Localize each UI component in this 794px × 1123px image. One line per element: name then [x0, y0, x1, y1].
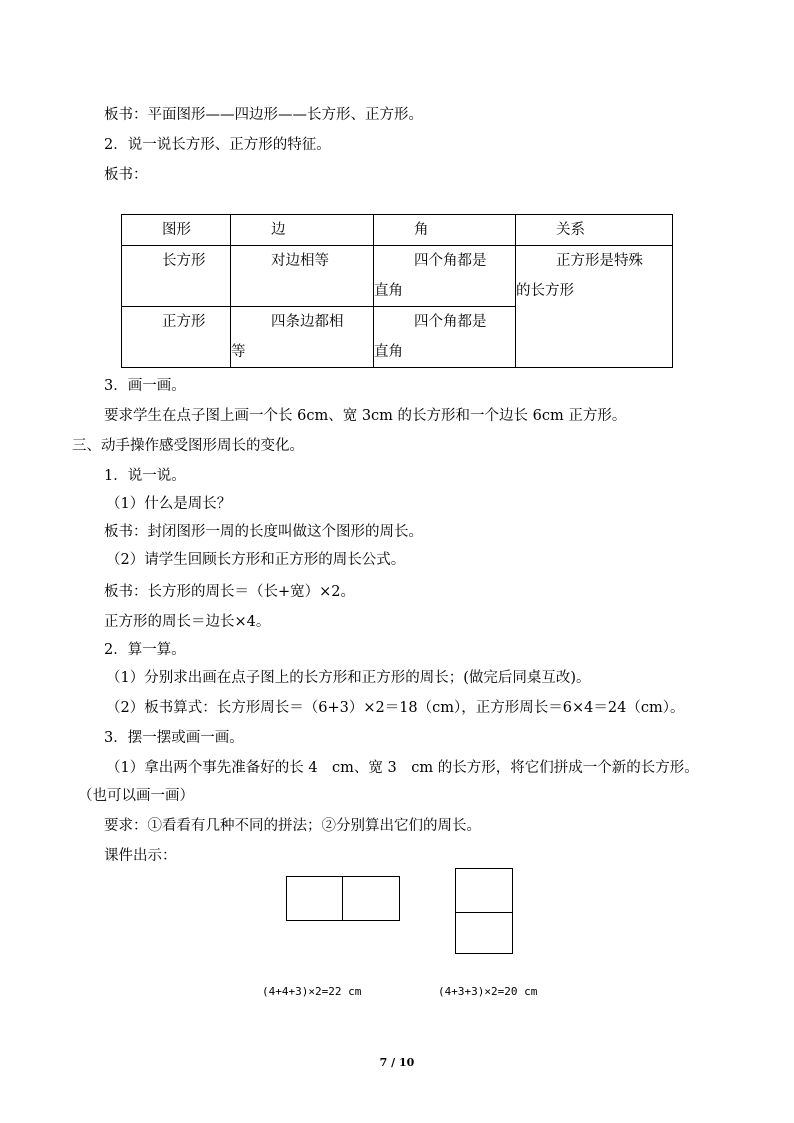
- cell-relation: 正方形是特殊 的长方形: [516, 246, 673, 368]
- cell-rectangle-angle: 四个角都是 直角: [374, 246, 516, 307]
- task-combine-rectangles: （1）拿出两个事先准备好的长 4 cm、宽 3 cm 的长方形，将它们拼成一个新的长方形。: [106, 760, 699, 776]
- slide-label: 课件出示：: [104, 848, 177, 864]
- header-shape: 图形: [122, 215, 231, 246]
- table-header-row: [122, 215, 673, 246]
- cell-square: 正方形: [122, 307, 231, 368]
- step-2-heading: 2．说一说长方形、正方形的特征。: [104, 137, 331, 153]
- square-formula: 正方形的周长＝边长×4。: [104, 614, 271, 630]
- formula-horizontal: (4+4+3)×2=22 cm: [262, 985, 362, 998]
- vertical-rect-bottom: [455, 912, 513, 954]
- sub-2-heading: 2．算一算。: [104, 642, 186, 658]
- horizontal-rect-left: [286, 876, 343, 921]
- sub-1-heading: 1．说一说。: [104, 468, 186, 484]
- header-relation: 关系: [516, 215, 673, 246]
- task-compute-perimeters: （1）分别求出画在点子图上的长方形和正方形的周长；(做完后同桌互改)。: [106, 670, 591, 686]
- board-note-perimeter-definition: 板书：封闭图形一周的长度叫做这个图形的周长。: [104, 524, 423, 540]
- header-angle: 角: [374, 215, 516, 246]
- drawing-requirement: 要求学生在点子图上画一个长 6cm、宽 3cm 的长方形和一个边长 6cm 正方形。: [104, 408, 627, 424]
- section-3-heading: 三、动手操作感受图形周长的变化。: [72, 438, 304, 454]
- question-formulas: （2）请学生回顾长方形和正方形的周长公式。: [106, 552, 406, 568]
- cell-rectangle: 长方形: [122, 246, 231, 307]
- horizontal-rect-right: [342, 876, 400, 921]
- question-perimeter: （1）什么是周长？: [106, 496, 232, 512]
- features-table: [121, 214, 673, 368]
- cell-square-side: 四条边都相 等: [231, 307, 374, 368]
- board-note-rectangle-formula: 板书：长方形的周长＝（长+宽）×2。: [104, 584, 356, 600]
- formula-vertical: (4+3+3)×2=20 cm: [438, 985, 538, 998]
- table-row: [122, 246, 673, 307]
- board-note-label: 板书：: [104, 167, 148, 183]
- board-note-plane-figures: 板书：平面图形——四边形——长方形、正方形。: [104, 107, 423, 123]
- cell-square-angle: 四个角都是 直角: [374, 307, 516, 368]
- sub-3-heading: 3．摆一摆或画一画。: [104, 730, 244, 746]
- requirement-line: 要求：①看看有几种不同的拼法；②分别算出它们的周长。: [104, 818, 481, 834]
- board-note-calculations: （2）板书算式：长方形周长＝（6+3）×2＝18（cm），正方形周长＝6×4＝24（cm）。: [106, 700, 685, 716]
- vertical-rect-top: [455, 868, 513, 913]
- page-number: 7 / 10: [379, 1056, 415, 1069]
- header-side: 边: [231, 215, 374, 246]
- cell-rectangle-side: 对边相等: [231, 246, 374, 307]
- task-combine-note: （也可以画一画）: [78, 788, 194, 804]
- step-3-heading: 3．画一画。: [104, 378, 186, 394]
